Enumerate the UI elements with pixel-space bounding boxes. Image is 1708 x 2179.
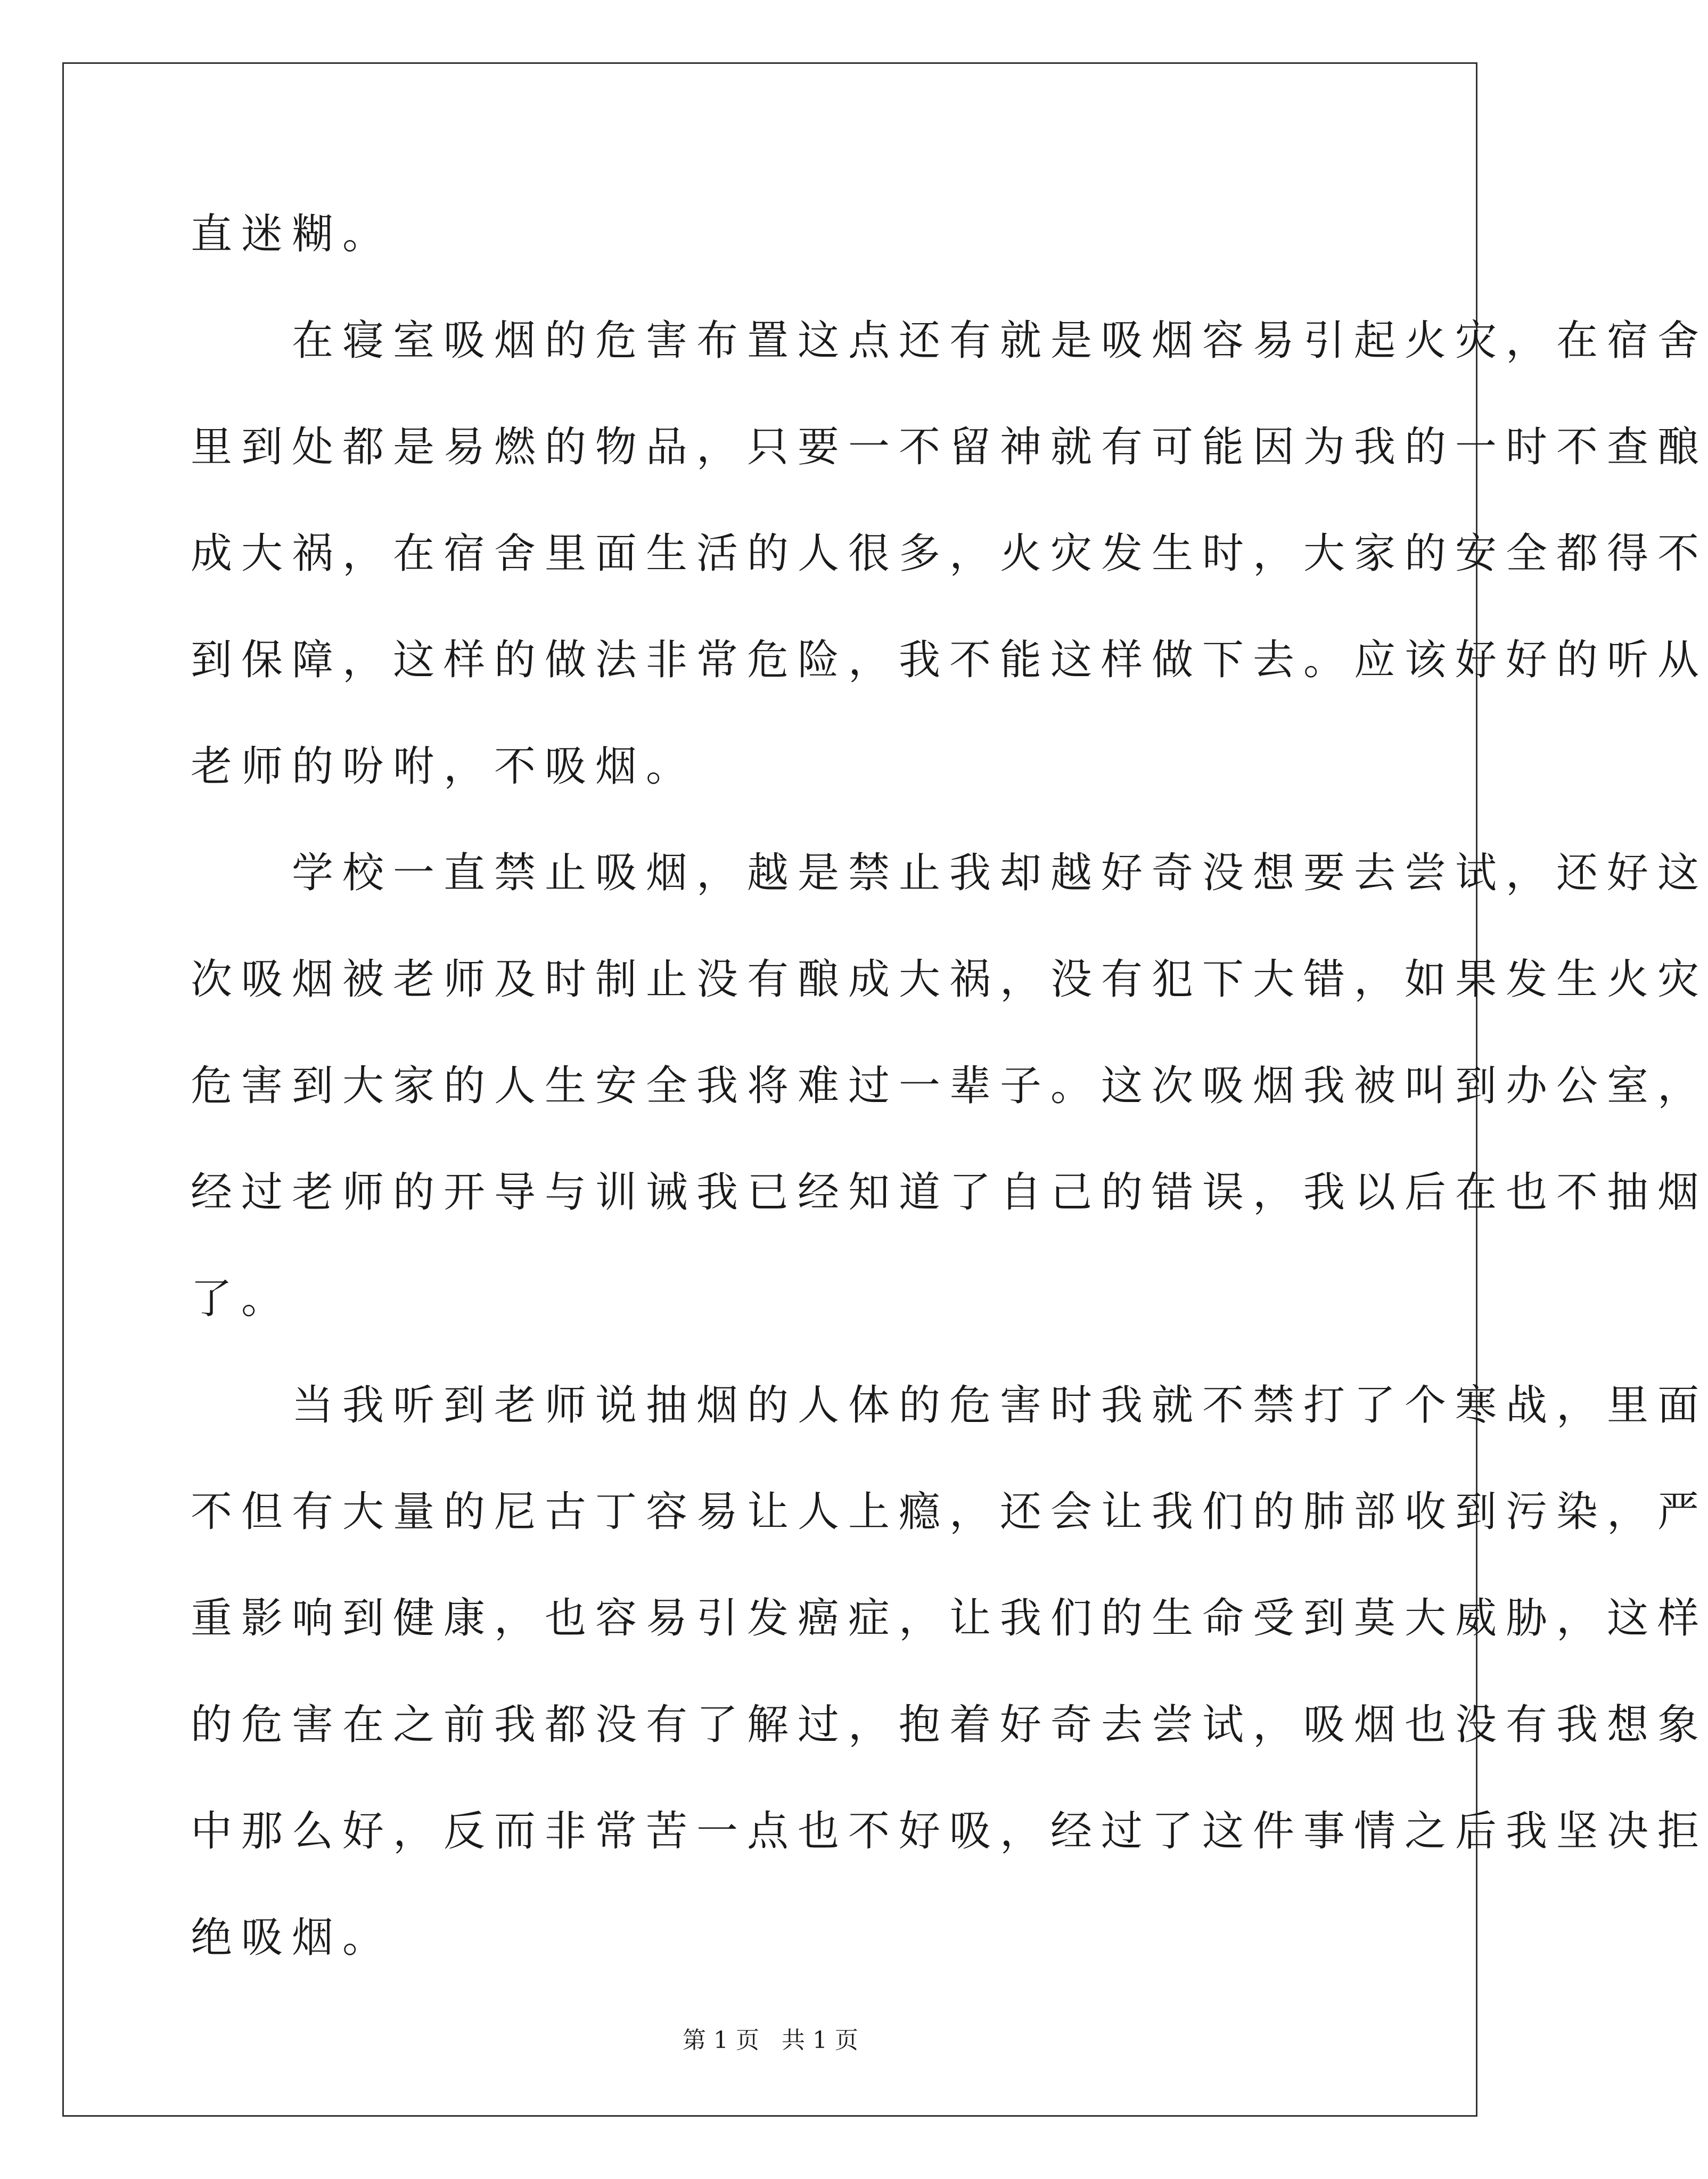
page-footer: 第 1 页 共 1 页 xyxy=(683,2027,858,2054)
text-line: 重影响到健康，也容易引发癌症，让我们的生命受到莫大威胁，这样 xyxy=(191,1594,1708,1642)
text-line: 成大祸，在宿舍里面生活的人很多，火灾发生时，大家的安全都得不 xyxy=(191,530,1708,578)
text-line: 在寝室吸烟的危害布置这点还有就是吸烟容易引起火灾，在宿舍 xyxy=(191,317,1708,365)
text-line: 老师的吩咐，不吸烟。 xyxy=(191,743,697,791)
text-line: 学校一直禁止吸烟，越是禁止我却越好奇没想要去尝试，还好这 xyxy=(191,849,1708,897)
text-line: 直迷糊。 xyxy=(191,210,393,258)
text-line: 危害到大家的人生安全我将难过一辈子。这次吸烟我被叫到办公室， xyxy=(191,1062,1708,1110)
text-line: 的危害在之前我都没有了解过，抱着好奇去尝试，吸烟也没有我想象 xyxy=(191,1701,1708,1749)
text-line: 里到处都是易燃的物品，只要一不留神就有可能因为我的一时不查酿 xyxy=(191,423,1708,471)
text-line: 不但有大量的尼古丁容易让人上瘾，还会让我们的肺部收到污染，严 xyxy=(191,1488,1708,1536)
text-line: 中那么好，反而非常苦一点也不好吸，经过了这件事情之后我坚决拒 xyxy=(191,1807,1708,1855)
text-line: 次吸烟被老师及时制止没有酿成大祸，没有犯下大错，如果发生火灾 xyxy=(191,956,1708,1004)
text-line: 经过老师的开导与训诫我已经知道了自己的错误，我以后在也不抽烟 xyxy=(191,1169,1708,1216)
text-line: 当我听到老师说抽烟的人体的危害时我就不禁打了个寒战，里面 xyxy=(191,1382,1708,1429)
text-line: 了。 xyxy=(191,1275,292,1323)
text-line: 绝吸烟。 xyxy=(191,1914,393,1962)
text-line: 到保障，这样的做法非常危险，我不能这样做下去。应该好好的听从 xyxy=(191,636,1708,684)
